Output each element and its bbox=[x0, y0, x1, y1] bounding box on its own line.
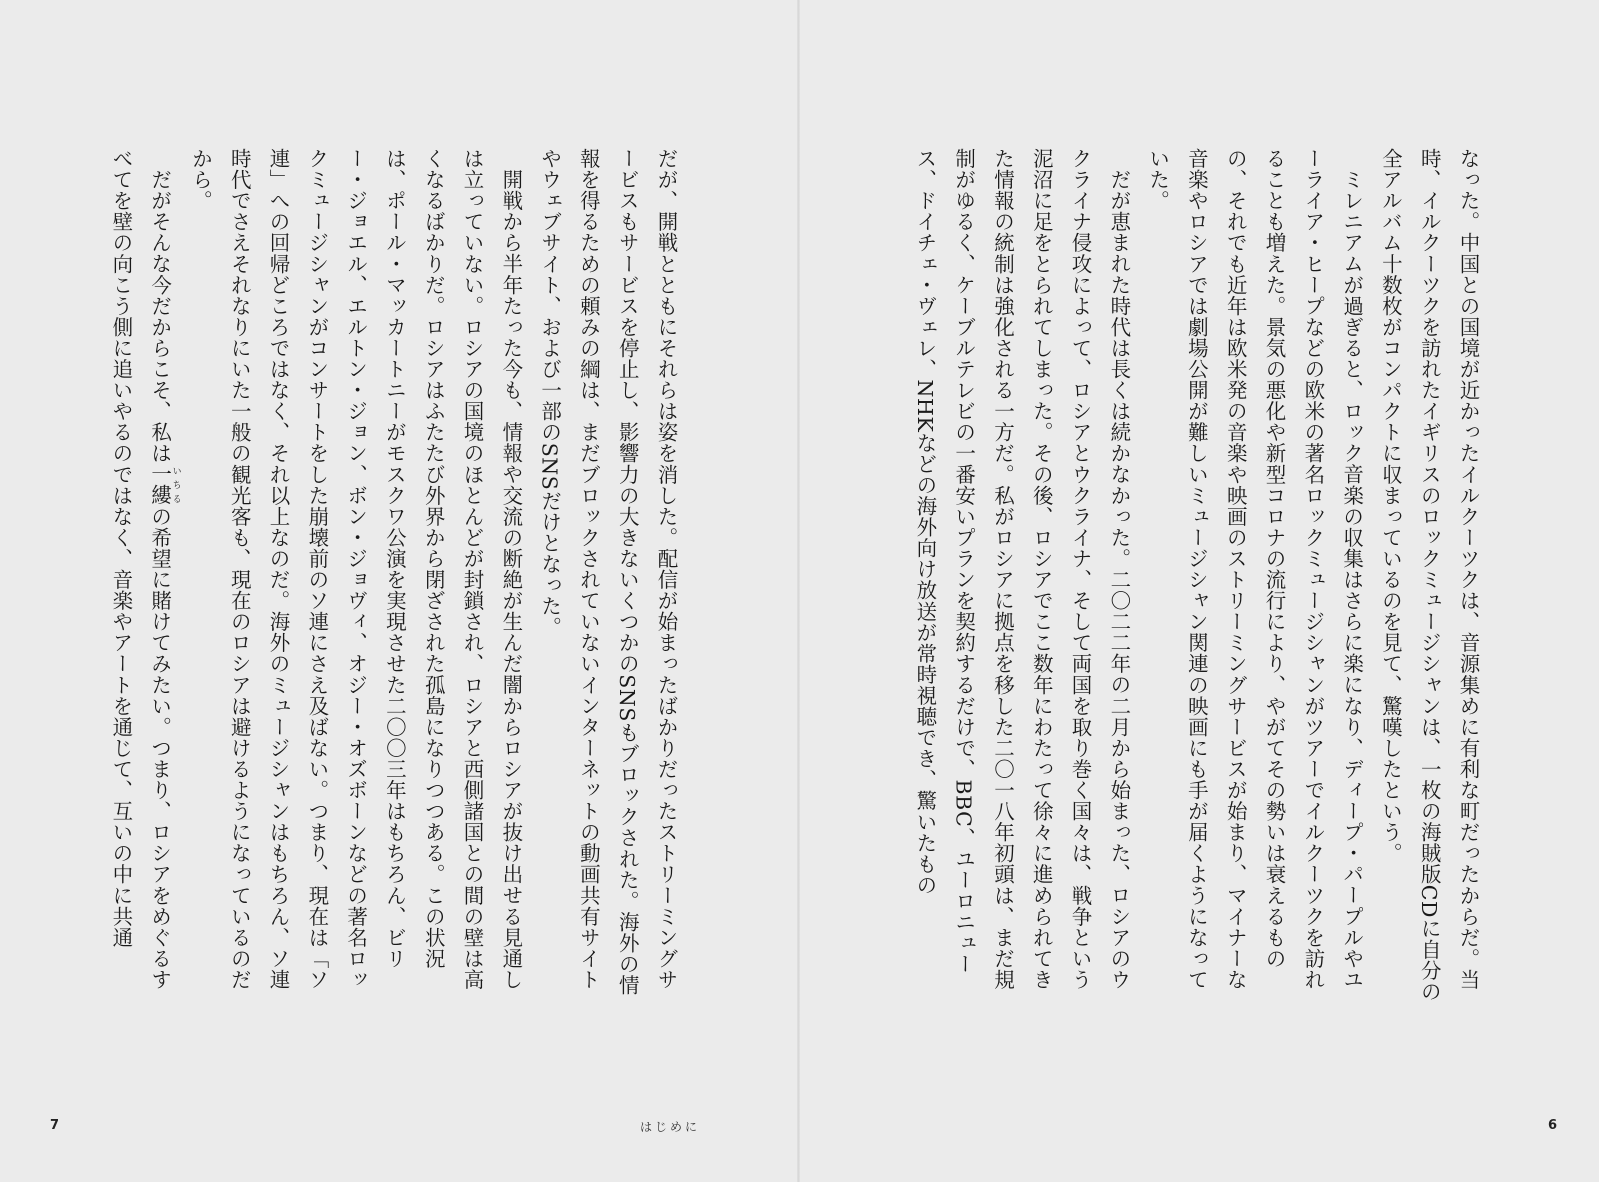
running-header: はじめに bbox=[640, 1120, 701, 1134]
right-paragraph-2: ミレニアムが過ぎると、ロック音楽の収集はさらに楽になり、ディープ・パープルやユーライア・ヒープなどの欧米の著名ロックミュージシャンがツアーでイルクーツクを訪れることも増えた。景気の悪化や新型コロナの流行により、やがてその勢いは衰えるものの、それでも近年は欧米発の音楽や映画のストリーミングサービスが始まり、マイナーな音楽やロシアでは劇場公開が難しいミュージシャン関連の映画にも手が届くようになっていた。 bbox=[1145, 148, 1364, 990]
right-paragraph-3: だが恵まれた時代は長くは続かなかった。二〇二二年の二月から始まった、ロシアのウクライナ侵攻によって、ロシアとウクライナ、そして両国を取り巻く国々は、戦争という泥沼に足をとられてしまった。その後、ロシアでここ数年にわたって徐々に進められてきた情報の統制は強化される一方だ。私がロシアに拠点を移した二〇一八年初頭は、まだ規制がゆるく、ケーブルテレビの一番安いプランを契約するだけで、BBC、ユーロニュース、ドイチェ・ヴェレ、NHKなどの海外向け放送が常時視聴でき、驚いたもの bbox=[912, 148, 1131, 990]
left-paragraph-3-end: の希望に賭けてみたい。つまり、ロシアをめぐるすべてを壁の向こう側に追いやるのではなく、音楽やアートを通じて、互いの中に共通 bbox=[108, 148, 172, 990]
ruby-reading: いちる bbox=[170, 463, 181, 506]
page-number-right: 6 bbox=[1547, 1118, 1557, 1133]
right-paragraph-1: なった。中国との国境が近かったイルクーツクは、音源集めに有利な町だったからだ。当時、イルクーツクを訪れたイギリスのロックミュージシャンは、一枚の海賊版CDに自分の全アルバム十数枚がコンパクトに収まっているのを見て、驚嘆したという。 bbox=[1378, 148, 1480, 1003]
right-page-body bbox=[797, 148, 1487, 1008]
left-page bbox=[0, 0, 797, 1182]
left-paragraph-2: 開戦から半年たった今も、情報や交流の断絶が生んだ闇からロシアが抜け出せる見通しは立っていない。ロシアの国境のほとんどが封鎖され、ロシアと西側諸国との間の壁は高くなるばかりだ。ロシアはふたたび外界から閉ざされた孤島になりつつある。この状況は、ポール・マッカートニーがモスクワ公演を実現させた二〇〇三年はもちろん、ビリー・ジョエル、エルトン・ジョン、ボン・ジョヴィ、オジー・オズボーンなどの著名ロックミュージシャンがコンサートをした崩壊前のソ連にさえ及ばない。つまり、現在は「ソ連」への回帰どころではなく、それ以上なのだ。海外のミュージシャンはもちろん、ソ連時代でさえそれなりにいた一般の観光客も、現在のロシアは避けるようになっているのだから。 bbox=[188, 148, 523, 990]
right-page bbox=[800, 0, 1599, 1182]
ruby-ichiru bbox=[147, 463, 181, 506]
left-paragraph-3-start: だがそんな今だからこそ、私は bbox=[147, 168, 172, 464]
page-number-left: 7 bbox=[50, 1118, 60, 1133]
ruby-base: 一縷 bbox=[147, 463, 172, 506]
left-page-body bbox=[85, 148, 685, 1008]
left-paragraph-3 bbox=[101, 148, 181, 1008]
left-paragraph-1: だが、開戦とともにそれらは姿を消した。配信が始まったばかりだったストリーミングサービスもサービスを停止し、影響力の大きないくつかのSNSもブロックされた。海外の情報を得るための頼みの綱は、まだブロックされていないインターネットの動画共有サイトやウェブサイト、および一部のSNSだけとなった。 bbox=[537, 148, 678, 996]
